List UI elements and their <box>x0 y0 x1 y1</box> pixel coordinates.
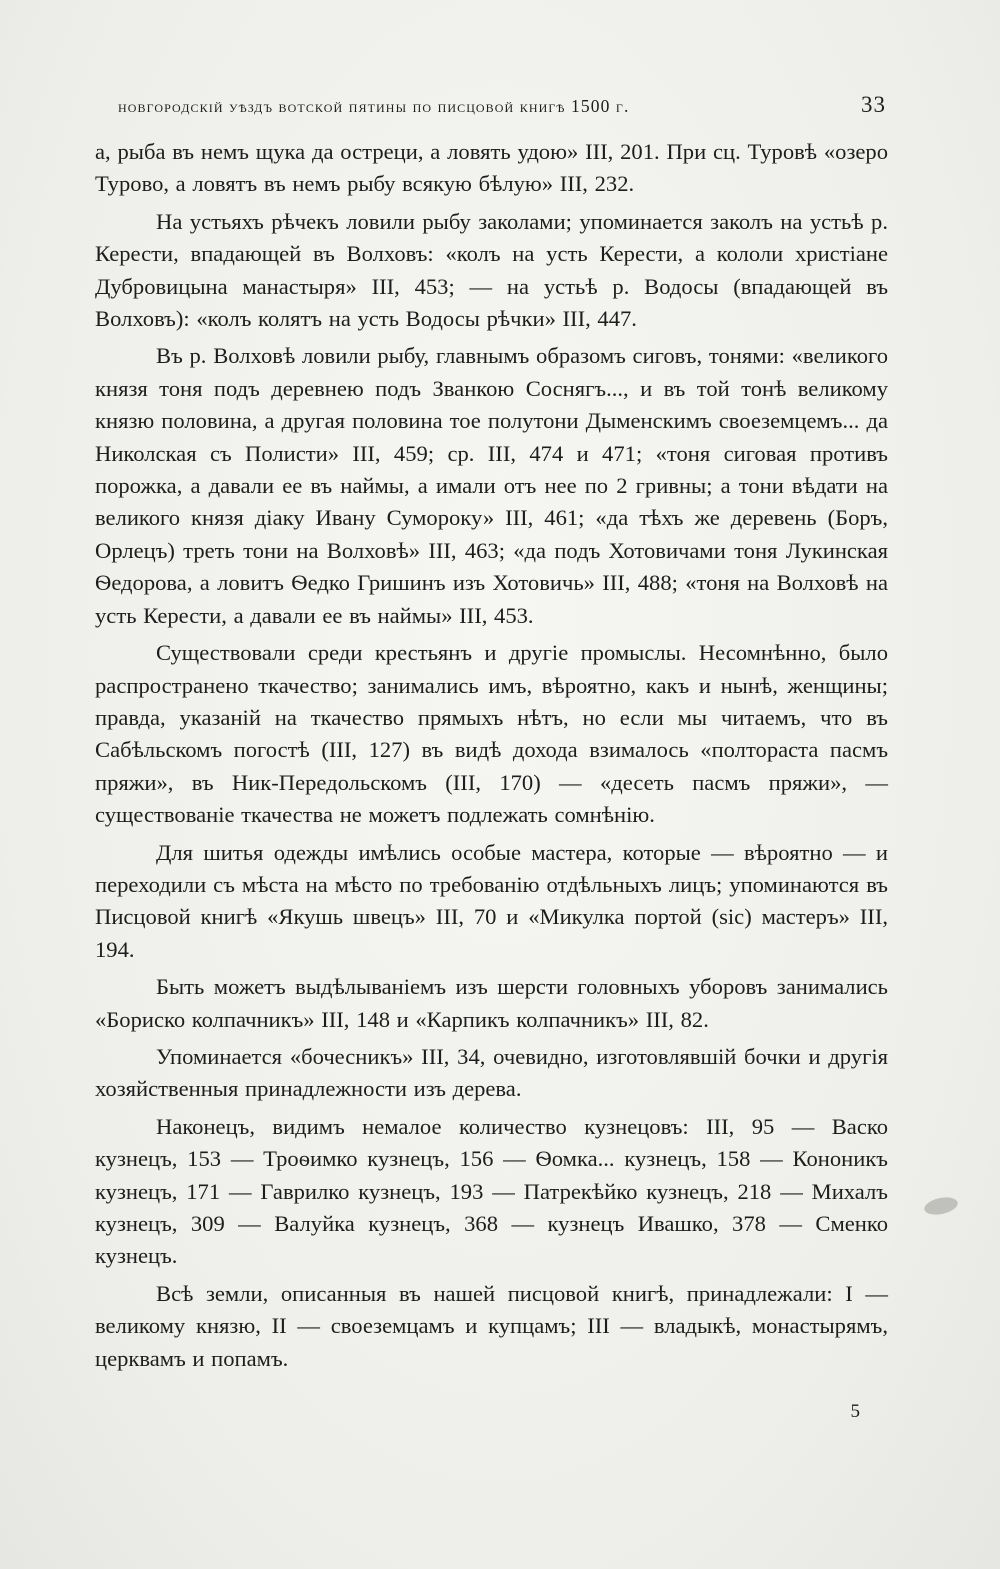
page-number: 33 <box>861 92 886 117</box>
paragraph-6: Быть можетъ выдѣлываніемъ изъ шерсти головныхъ уборовъ занимались «Бориско колпачникъ» III, 148 и «Карпикъ колпачникъ» III, 82. <box>95 974 888 1032</box>
paragraph-8: Наконецъ, видимъ немалое количество кузнецовъ: III, 95 — Васко кузнецъ, 153 — Троѳимко кузнецъ, 156 — Ѳомка... кузнецъ, 158 — Кононикъ кузнецъ, 171 — Гаврилко кузнецъ, 193 — Патрекѣйко кузнецъ, 218 — Михалъ кузнецъ, 309 — Валуйка кузнецъ, 368 — кузнецъ Ивашко, 378 — Сменко кузнецъ. <box>95 1113 888 1269</box>
paragraph-5: Для шитья одежды имѣлись особые мастера, которые — вѣроятно — и переходили съ мѣста на мѣсто по требованію отдѣльныхъ лицъ; упоминаются въ Писцовой книгѣ «Якушь швецъ» III, 70 и «Микулка портой (sic) мастеръ» III, 194. <box>95 839 888 962</box>
paragraph-7: Упоминается «бочесникъ» III, 34, очевидно, изготовлявшій бочки и другія хозяйственныя принадлежности изъ дерева. <box>95 1043 888 1102</box>
printer-signature-mark: 5 <box>850 1401 860 1422</box>
paragraph-9: Всѣ земли, описанныя въ нашей писцовой книгѣ, принадлежали: I — великому князю, II — своеземцамъ и купцамъ; III — владыкѣ, монастырямъ, церквамъ и попамъ. <box>95 1280 888 1371</box>
ink-blot <box>923 1195 960 1218</box>
paragraph-1: а, рыба въ немъ щука да остреци, а ловять удою» III, 201. При сц. Туровѣ «озеро Турово, а ловятъ въ немъ рыбу всякую бѣлую» III, 232. <box>95 139 888 197</box>
paragraph-3: Въ р. Волховѣ ловили рыбу, главнымъ образомъ сиговъ, тонями: «великого князя тоня подъ деревнею подъ Званкою Соснягъ..., и въ той тонѣ великому князю половина, а другая половина тое полутони Дыменскимъ своеземцемъ... да Николская съ Полисти» III, 459; ср. III, 474 и 471; «тоня сиговая противъ порожка, а давали ее въ наймы, а имали отъ нее по 2 гривны; а тони вѣдати на великого князя діаку Ивану Сумороку» III, 461; «да тѣхъ же деревень (Боръ, Орлецъ) треть тони на Волховѣ» III, 463; «да подъ Хотовичами тоня Лукинская Ѳедорова, а ловитъ Ѳедко Гришинъ изъ Хотовичь» III, 488; «тоня на Волховѣ на усть Керести, а давали ее въ наймы» III, 453. <box>95 343 888 628</box>
page-header <box>118 92 886 118</box>
paragraph-2: На устьяхъ рѣчекъ ловили рыбу заколами; упоминается заколъ на устьѣ р. Керести, впадающей въ Волховъ: «колъ на усть Керести, а кололи христіане Дубровицына манастыря» III, 453; — на устьѣ р. Водосы (впадающей въ Волховъ): «колъ колятъ на усть Водосы рѣчки» III, 447. <box>95 208 888 332</box>
paragraph-4: Существовали среди крестьянъ и другіе промыслы. Несомнѣнно, было распространено ткачество; занимались имъ, вѣроятно, какъ и нынѣ, женщины; правда, указаній на ткачество прямыхъ нѣтъ, но если мы читаемъ, что въ Сабѣльскомъ погостѣ (III, 127) въ видѣ дохода взималось «полтораста пасмъ пряжи», въ Ник-Передольскомъ (III, 170) — «десеть пасмъ пряжи», — существованіе ткачества не можетъ подлежать сомнѣнію. <box>95 640 888 828</box>
running-title: новгородскій уѣздъ вотской пятины по писцовой книгѣ 1500 г. <box>118 96 630 116</box>
body-text <box>95 136 888 1380</box>
